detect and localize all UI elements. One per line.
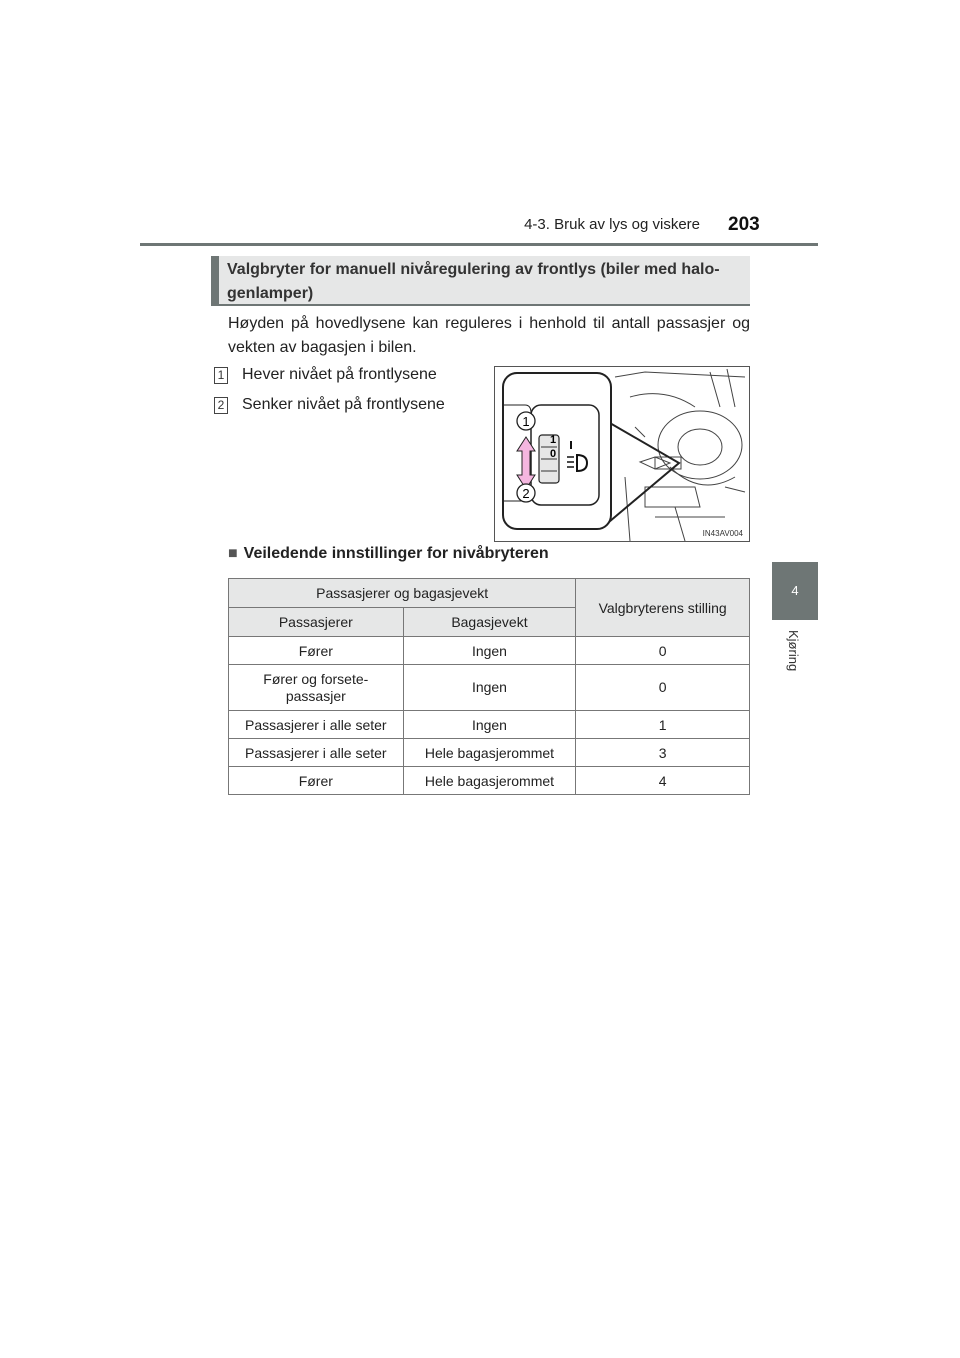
settings-table <box>228 578 750 795</box>
intro-paragraph: Høyden på hovedlysene kan reguleres i henhold til antall passasjer og vekten av bagasjen i bilen. <box>228 315 750 356</box>
table-row <box>229 637 750 665</box>
cell-luggage: Ingen <box>403 665 576 711</box>
item-text: Hever nivået på frontlysene <box>242 366 437 383</box>
list-item <box>214 362 484 388</box>
cell-passengers: Fører <box>229 637 404 665</box>
dashboard-drawing <box>495 367 749 541</box>
section-heading: Valgbryter for manuell nivåregulering av frontlys (biler med halo-genlamper) <box>211 256 750 306</box>
chapter-label: Kjøring <box>786 630 801 672</box>
cell-position: 0 <box>576 665 750 711</box>
table-row <box>229 665 750 711</box>
page-number: 203 <box>728 214 760 235</box>
item-number-badge: 1 <box>214 367 228 384</box>
cell-luggage: Hele bagasjerommet <box>403 739 576 767</box>
item-number-badge: 2 <box>214 397 228 414</box>
cell-luggage: Hele bagasjerommet <box>403 767 576 795</box>
function-list <box>214 362 484 422</box>
header-rule <box>140 243 818 246</box>
headlight-leveling-illustration <box>494 366 750 542</box>
table-header-passengers: Passasjerer <box>229 608 404 637</box>
callout-1: 1 <box>522 414 530 429</box>
dial-mark-0: 0 <box>549 448 557 460</box>
table-row <box>229 739 750 767</box>
table-header-position: Valgbryterens stilling <box>576 579 750 637</box>
list-item <box>214 392 484 418</box>
cell-luggage: Ingen <box>403 711 576 739</box>
table-row <box>229 711 750 739</box>
square-bullet-icon: ■ <box>228 545 238 562</box>
cell-position: 4 <box>576 767 750 795</box>
chapter-tab: 4 <box>772 562 818 620</box>
running-header-section: 4-3. Bruk av lys og viskere <box>524 216 700 233</box>
cell-passengers: Passasjerer i alle seter <box>229 739 404 767</box>
cell-position: 3 <box>576 739 750 767</box>
table-header-luggage: Bagasjevekt <box>403 608 576 637</box>
cell-position: 1 <box>576 711 750 739</box>
cell-passengers: Passasjerer i alle seter <box>229 711 404 739</box>
cell-passengers: Fører og forsete- passasjer <box>229 665 404 711</box>
dial-mark-1: 1 <box>549 434 557 446</box>
figure-caption: IN43AV004 <box>702 529 743 538</box>
cell-position: 0 <box>576 637 750 665</box>
callout-2: 2 <box>522 486 530 501</box>
cell-luggage: Ingen <box>403 637 576 665</box>
item-text: Senker nivået på frontlysene <box>242 396 445 413</box>
table-subheading <box>228 545 549 563</box>
cell-passengers: Fører <box>229 767 404 795</box>
subheading-text: Veiledende innstillinger for nivåbryteren <box>243 545 549 562</box>
table-row <box>229 767 750 795</box>
table-header-group: Passasjerer og bagasjevekt <box>229 579 576 608</box>
